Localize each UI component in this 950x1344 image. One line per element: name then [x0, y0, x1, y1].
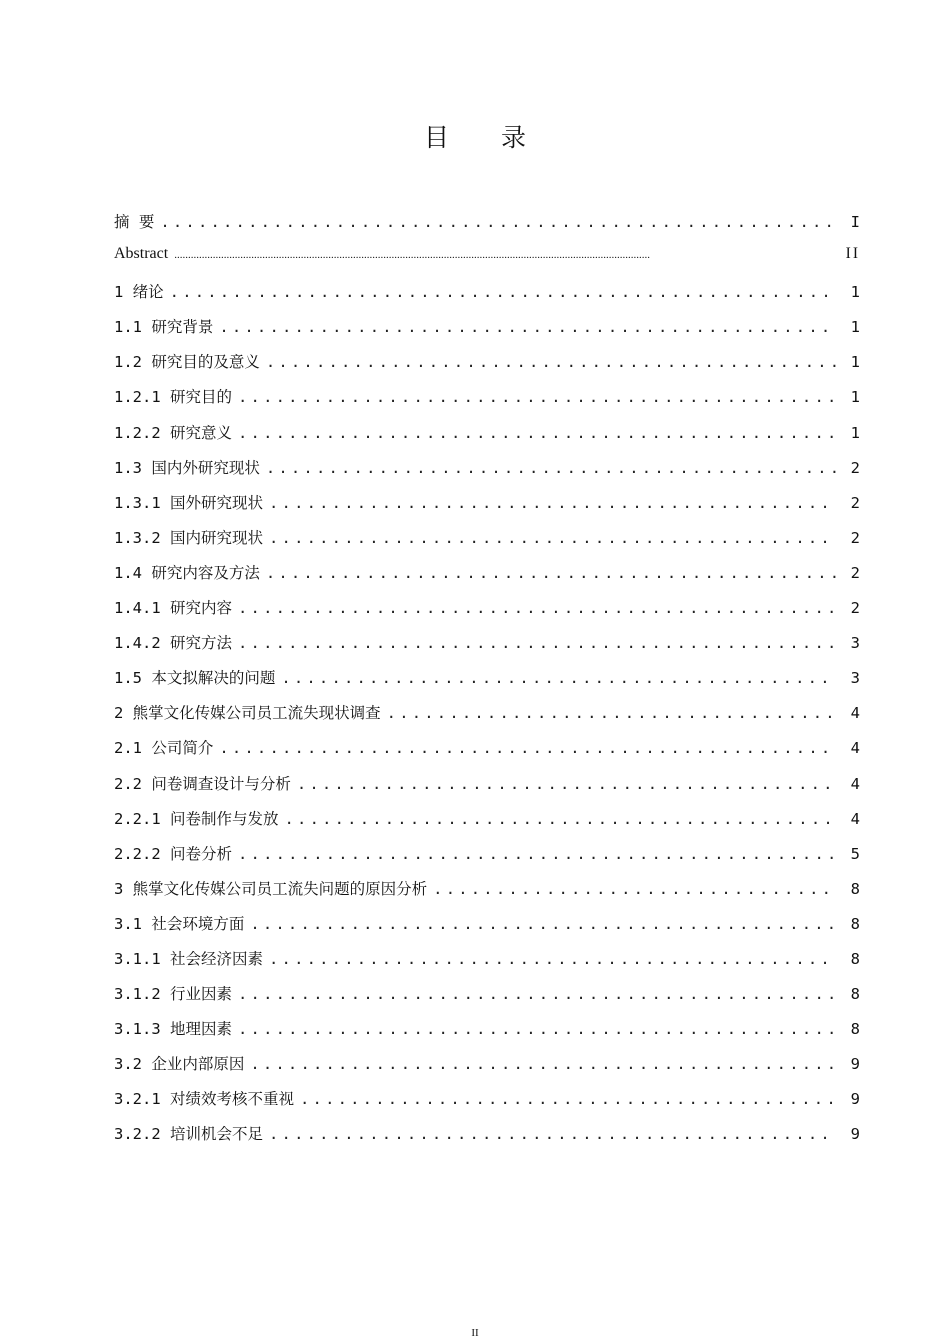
toc-dot-leader: [300, 1090, 836, 1108]
toc-page-number: 4: [850, 704, 860, 723]
toc-entry[interactable]: [114, 666, 860, 701]
toc-page-number: 9: [850, 1090, 860, 1109]
toc-entry-title: 3.2 企业内部原因: [114, 1055, 245, 1074]
toc-page-number: 9: [850, 1125, 860, 1144]
toc-page-number: 1: [850, 318, 860, 337]
toc-page-number: 1: [850, 388, 860, 407]
toc-entry-title: 摘 要: [114, 213, 155, 231]
toc-page-number: 9: [850, 1055, 860, 1074]
toc-entry[interactable]: [114, 807, 860, 842]
toc-entry-title: 1.3.2 国内研究现状: [114, 528, 263, 547]
toc-entry[interactable]: [114, 772, 860, 807]
toc-entry-title: 3.2.1 对绩效考核不重视: [114, 1090, 294, 1109]
toc-entry-title: 3.1.1 社会经济因素: [114, 949, 263, 968]
toc-dot-leader: [219, 739, 836, 757]
toc-dot-leader: [433, 880, 836, 898]
toc-entry[interactable]: [114, 526, 860, 561]
toc-page-number: 2: [850, 528, 860, 547]
toc-page-number: 8: [850, 879, 860, 898]
toc-entry-title: 1.5 本文拟解决的问题: [114, 669, 276, 688]
toc-dot-leader: [269, 494, 836, 512]
toc-dot-leader: [285, 810, 837, 828]
toc-page-number: 3: [850, 669, 860, 688]
toc-entry[interactable]: [114, 1017, 860, 1052]
toc-page-number: II: [845, 245, 860, 263]
toc-entry[interactable]: [114, 315, 860, 350]
toc-dot-leader: [266, 564, 836, 582]
toc-entry-title: 2 熊掌文化传媒公司员工流失现状调查: [114, 704, 381, 723]
toc-entry-title: 1.1 研究背景: [114, 318, 214, 337]
toc-entry[interactable]: [114, 210, 860, 245]
toc-entry-title: 1.4.1 研究内容: [114, 599, 232, 618]
toc-entry[interactable]: [114, 842, 860, 877]
toc-dot-leader: [238, 388, 836, 406]
toc-entry[interactable]: [114, 1052, 860, 1087]
toc-entry-title: 1.4 研究内容及方法: [114, 563, 260, 582]
toc-page-number: 8: [850, 949, 860, 968]
toc-entry-title: 1.3 国内外研究现状: [114, 458, 260, 477]
toc-entry-title: 2.1 公司简介: [114, 739, 214, 758]
toc-entry-title: Abstract: [114, 245, 169, 263]
toc-entry-title: 1.4.2 研究方法: [114, 634, 232, 653]
toc-entry-title: 3.2.2 培训机会不足: [114, 1125, 263, 1144]
toc-dot-leader: [250, 1055, 836, 1073]
toc-page-number: 4: [850, 774, 860, 793]
toc-page-number: 8: [850, 985, 860, 1004]
toc-dot-leader: [238, 599, 836, 617]
toc-dot-leader: [266, 353, 836, 371]
toc-entry[interactable]: [114, 350, 860, 385]
toc-entry[interactable]: [114, 701, 860, 736]
toc-page-number: 4: [850, 809, 860, 828]
toc-entry-title: 3.1 社会环境方面: [114, 914, 245, 933]
toc-entry[interactable]: [114, 736, 860, 771]
toc-entry[interactable]: [114, 245, 860, 280]
toc-entry[interactable]: [114, 912, 860, 947]
toc-dot-leader: [281, 669, 836, 687]
toc-entry-title: 1 绪论: [114, 283, 164, 302]
toc-dot-leader: [238, 424, 836, 442]
toc-entry[interactable]: [114, 280, 860, 315]
toc-entry-title: 1.3.1 国外研究现状: [114, 493, 263, 512]
toc-page-number: 2: [850, 599, 860, 618]
toc-entry-title: 1.2.1 研究目的: [114, 388, 232, 407]
toc-dot-leader: [238, 1020, 836, 1038]
toc-dot-leader: [170, 283, 836, 301]
toc-entry-title: 1.2.2 研究意义: [114, 423, 232, 442]
page-number-footer: II: [471, 1327, 479, 1339]
toc-dot-leader: [269, 950, 836, 968]
toc-entry[interactable]: [114, 982, 860, 1017]
toc-entry[interactable]: [114, 631, 860, 666]
toc-dot-leader: [266, 459, 836, 477]
page-title: 目 录: [424, 123, 548, 152]
toc-page-number: 2: [850, 458, 860, 477]
toc-entry-title: 2.2 问卷调查设计与分析: [114, 774, 291, 793]
toc-entry[interactable]: [114, 1122, 860, 1157]
toc-page-number: 3: [850, 634, 860, 653]
toc-page-number: 1: [850, 423, 860, 442]
toc-page-number: I: [850, 213, 860, 231]
toc-page-number: 1: [850, 353, 860, 372]
toc-page-number: 5: [850, 844, 860, 863]
toc-page-number: 2: [850, 493, 860, 512]
toc-dot-leader: [238, 634, 836, 652]
toc-page-number: 8: [850, 914, 860, 933]
toc-dot-leader: [269, 1125, 836, 1143]
toc-entry[interactable]: [114, 596, 860, 631]
toc-entry-title: 2.2.2 问卷分析: [114, 844, 232, 863]
toc-dot-leader: [219, 318, 836, 336]
toc-dot-leader: [297, 775, 836, 793]
toc-entry[interactable]: [114, 421, 860, 456]
toc-entry[interactable]: [114, 561, 860, 596]
toc-dot-leader: [160, 213, 836, 231]
toc-page-number: 2: [850, 563, 860, 582]
toc-entry-title: 3.1.3 地理因素: [114, 1020, 232, 1039]
toc-entry-title: 3 熊掌文化传媒公司员工流失问题的原因分析: [114, 879, 428, 898]
toc-entry-title: 3.1.2 行业因素: [114, 985, 232, 1004]
toc-dot-leader: [238, 845, 836, 863]
toc-entry[interactable]: [114, 947, 860, 982]
toc-entry[interactable]: [114, 385, 860, 420]
toc-entry[interactable]: [114, 877, 860, 912]
toc-page-number: 8: [850, 1020, 860, 1039]
toc-page-number: 4: [850, 739, 860, 758]
toc-entry-title: 2.2.1 问卷制作与发放: [114, 809, 279, 828]
toc-entry[interactable]: [114, 1087, 860, 1122]
toc-entry[interactable]: [114, 456, 860, 491]
toc-entry-title: 1.2 研究目的及意义: [114, 353, 260, 372]
toc-dot-leader: [269, 529, 836, 547]
toc-dot-leader: [238, 985, 836, 1003]
toc-page-number: 1: [850, 283, 860, 302]
toc-dot-leader: [250, 915, 836, 933]
toc-dot-leader: [174, 249, 836, 261]
toc-entry[interactable]: [114, 491, 860, 526]
table-of-contents: [114, 210, 860, 1158]
toc-dot-leader: [387, 704, 836, 722]
